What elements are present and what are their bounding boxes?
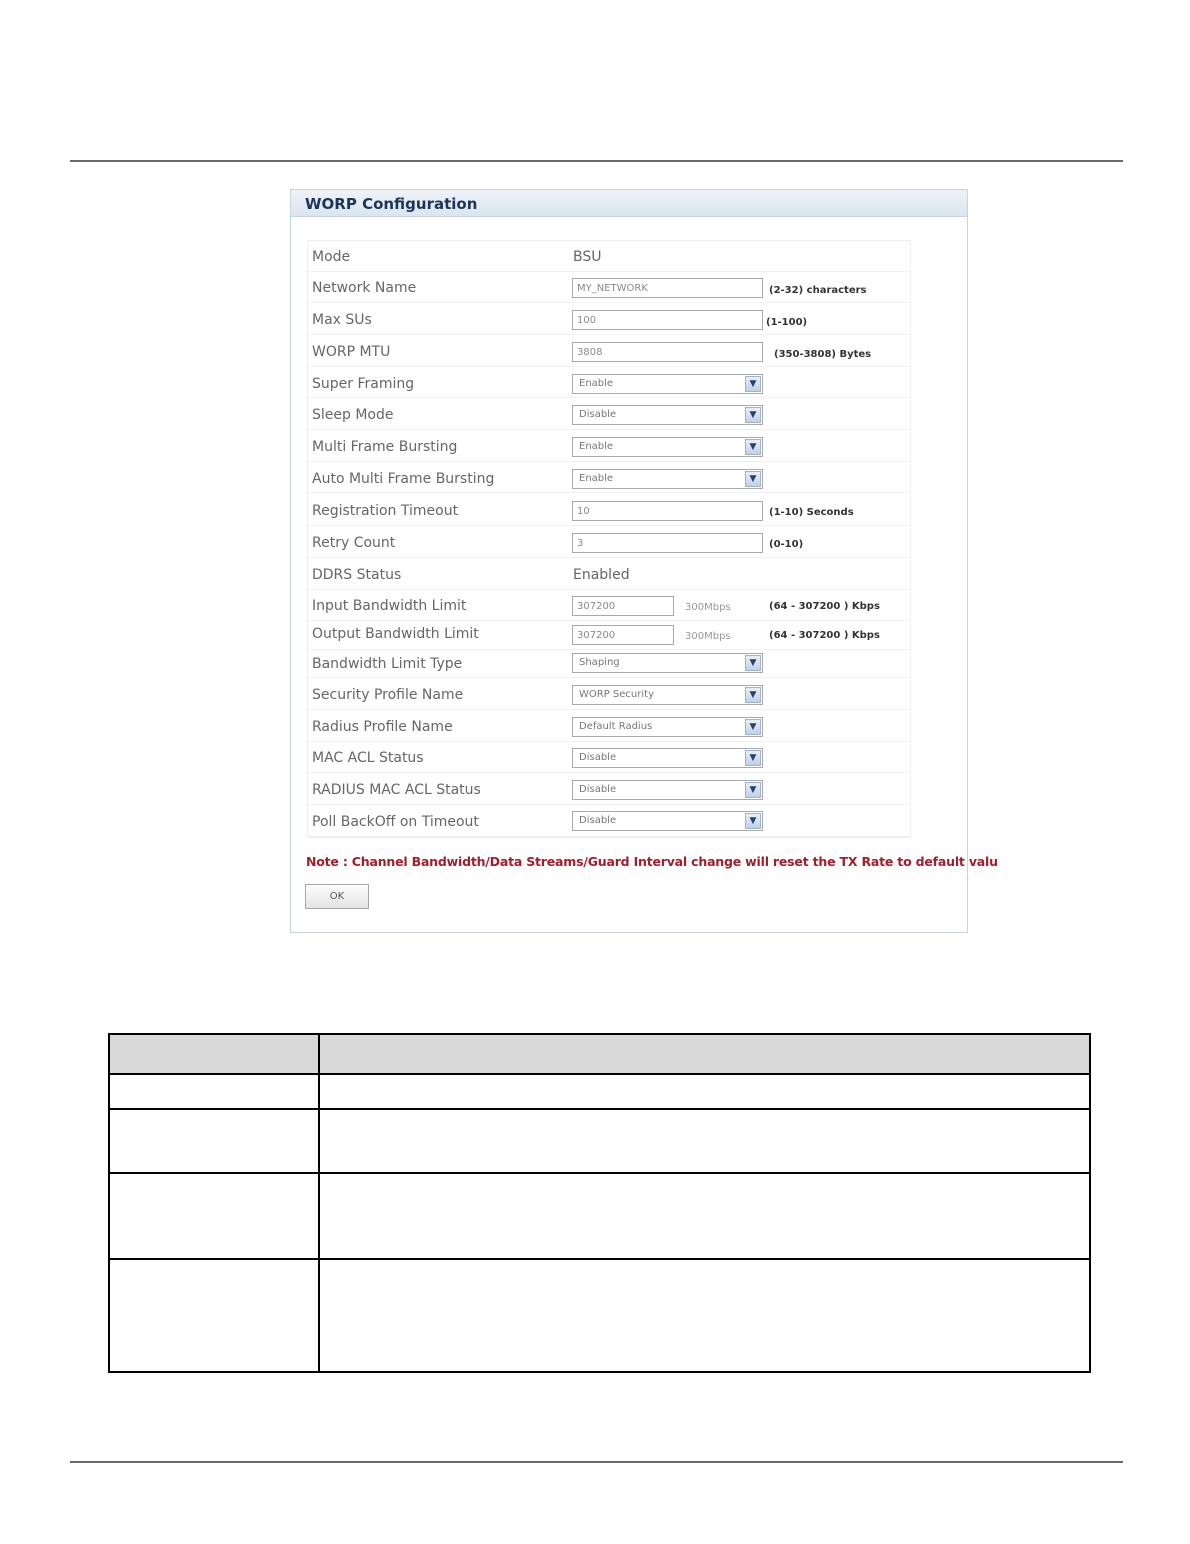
worp-mtu-hint: (350-3808) Bytes	[774, 349, 872, 360]
max-sus-input[interactable]	[572, 310, 763, 330]
bandwidth-limit-type-select[interactable]	[572, 653, 763, 673]
chevron-down-icon[interactable]: ▼	[745, 750, 761, 766]
input-bandwidth-limit-label: Input Bandwidth Limit	[312, 598, 467, 614]
multi-frame-bursting-label: Multi Frame Bursting	[312, 439, 458, 455]
poll-backoff-on-timeout-select[interactable]	[572, 811, 763, 831]
auto-multi-frame-bursting-select[interactable]	[572, 469, 763, 489]
multi-frame-bursting-select[interactable]	[572, 437, 763, 457]
network-name-hint: (2-32) characters	[769, 285, 867, 296]
chevron-down-icon[interactable]: ▼	[745, 471, 761, 487]
sleep-mode-selected: Disable	[579, 409, 617, 420]
radius-profile-name-select[interactable]	[572, 717, 763, 737]
parameter-description-table	[108, 1033, 1091, 1373]
output-bandwidth-limit-hint: (64 - 307200 ) Kbps	[769, 630, 880, 641]
panel-header	[291, 190, 967, 217]
worp-mtu-input[interactable]	[572, 342, 763, 362]
table-row-divider	[110, 1172, 1089, 1174]
chevron-down-icon[interactable]: ▼	[745, 782, 761, 798]
multi-frame-bursting-selected: Enable	[579, 441, 614, 452]
radius-profile-name-label: Radius Profile Name	[312, 719, 453, 735]
bandwidth-limit-type-selected: Shaping	[579, 657, 620, 668]
tx-rate-reset-note: Note : Channel Bandwidth/Data Streams/Guard Interval change will reset the TX Rate to default valu	[306, 854, 998, 869]
registration-timeout-input[interactable]	[572, 501, 763, 521]
super-framing-select[interactable]	[572, 374, 763, 394]
page-header-rule	[70, 160, 1123, 162]
security-profile-name-select[interactable]	[572, 685, 763, 705]
chevron-down-icon[interactable]: ▼	[745, 407, 761, 423]
auto-multi-frame-bursting-label: Auto Multi Frame Bursting	[312, 471, 495, 487]
bandwidth-limit-type-label: Bandwidth Limit Type	[312, 656, 463, 672]
chevron-down-icon[interactable]: ▼	[745, 376, 761, 392]
registration-timeout-label: Registration Timeout	[312, 503, 459, 519]
chevron-down-icon[interactable]: ▼	[745, 439, 761, 455]
mode-label: Mode	[312, 249, 351, 265]
table-column-divider	[318, 1035, 320, 1371]
chevron-down-icon[interactable]: ▼	[745, 687, 761, 703]
super-framing-label: Super Framing	[312, 376, 415, 392]
panel-title: WORP Configuration	[305, 195, 478, 213]
output-bandwidth-rate: 300Mbps	[685, 631, 731, 642]
table-row-divider	[110, 1108, 1089, 1110]
network-name-input[interactable]	[572, 278, 763, 298]
output-bandwidth-limit-label: Output Bandwidth Limit	[312, 626, 479, 642]
input-bandwidth-rate: 300Mbps	[685, 602, 731, 613]
input-bandwidth-limit-input[interactable]	[572, 596, 674, 616]
output-bandwidth-limit-input[interactable]	[572, 625, 674, 645]
chevron-down-icon[interactable]: ▼	[745, 719, 761, 735]
sleep-mode-select[interactable]	[572, 405, 763, 425]
table-row-divider	[110, 1258, 1089, 1260]
mac-acl-status-label: MAC ACL Status	[312, 750, 424, 766]
retry-count-input[interactable]	[572, 533, 763, 553]
max-sus-hint: (1-100)	[766, 317, 808, 328]
security-profile-name-label: Security Profile Name	[312, 687, 464, 703]
poll-backoff-on-timeout-selected: Disable	[579, 815, 617, 826]
chevron-down-icon[interactable]: ▼	[745, 813, 761, 829]
input-bandwidth-limit-hint: (64 - 307200 ) Kbps	[769, 601, 880, 612]
network-name-label: Network Name	[312, 280, 417, 296]
radius-mac-acl-status-selected: Disable	[579, 784, 617, 795]
table-header-row	[110, 1035, 1089, 1075]
max-sus-label: Max SUs	[312, 312, 372, 328]
mac-acl-status-selected: Disable	[579, 752, 617, 763]
auto-multi-frame-bursting-selected: Enable	[579, 473, 614, 484]
radius-mac-acl-status-select[interactable]	[572, 780, 763, 800]
sleep-mode-label: Sleep Mode	[312, 407, 394, 423]
ddrs-status-label: DDRS Status	[312, 567, 402, 583]
mode-value: BSU	[573, 249, 602, 265]
mac-acl-status-select[interactable]	[572, 748, 763, 768]
ok-button[interactable]: OK	[305, 884, 369, 909]
ddrs-status-value: Enabled	[573, 567, 630, 583]
security-profile-name-selected: WORP Security	[579, 689, 654, 700]
super-framing-selected: Enable	[579, 378, 614, 389]
registration-timeout-hint: (1-10) Seconds	[769, 507, 854, 518]
worp-mtu-label: WORP MTU	[312, 344, 391, 360]
chevron-down-icon[interactable]: ▼	[745, 655, 761, 671]
radius-profile-name-selected: Default Radius	[579, 721, 653, 732]
radius-mac-acl-status-label: RADIUS MAC ACL Status	[312, 782, 481, 798]
retry-count-label: Retry Count	[312, 535, 396, 551]
poll-backoff-on-timeout-label: Poll BackOff on Timeout	[312, 814, 479, 830]
retry-count-hint: (0-10)	[769, 539, 804, 550]
page-footer-rule	[70, 1461, 1123, 1463]
form-row	[306, 241, 910, 272]
